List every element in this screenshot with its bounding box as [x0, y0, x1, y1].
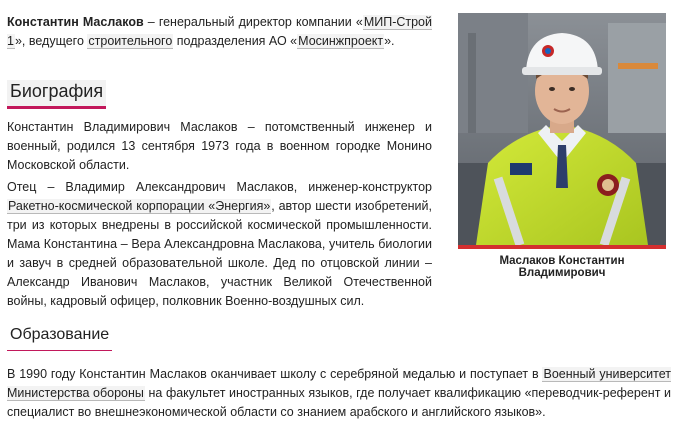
bio-paragraph-2: [7, 178, 432, 311]
person-name: Константин Маслаков: [7, 15, 144, 29]
intro-text: ».: [384, 34, 395, 48]
education-heading: Образование: [7, 324, 112, 351]
portrait-illustration: [458, 13, 666, 245]
edu-text: В 1990 году Константин Маслаков оканчивает школу с серебряной медалью и поступает в: [7, 367, 543, 381]
company-link[interactable]: МИП-Строй 1: [7, 15, 432, 48]
photo-caption: Маслаков Константин Владимирович: [499, 255, 625, 279]
bio-text: Отец – Владимир Александрович Маслаков, инженер-конструктор: [7, 180, 432, 194]
university-link[interactable]: Военный университет Министерства обороны: [7, 367, 671, 400]
intro-text: », ведущего: [14, 34, 88, 48]
bio-text: , автор шести изобретений, три из которых внедрены в российской космической промышленности. Мама Константина – Вера Александровна Маслакова, учитель биологии и завуч в средней образовательной школе. Дед по отцовской линии – Александр Иванович Маслаков, участник Великой Отечественной войны, кадровый офицер, полковник Военно-воздушных сил.: [7, 199, 432, 308]
bio-paragraph-1: Константин Владимирович Маслаков – потомственный инженер и военный, родился 13 сентября 1973 года в военном городке Монино Московской области.: [7, 120, 432, 172]
edu-text: на факультет иностранных языков, где получает квалификацию «переводчик-референт и специалист во внешнеэкономической области со знанием арабского и английского языков».: [7, 386, 671, 419]
education-paragraph: [7, 365, 671, 422]
org-link[interactable]: Мосинжпроект: [298, 34, 384, 48]
intro-text: подразделения АО «: [173, 34, 298, 48]
energia-link[interactable]: Ракетно-космической корпорации «Энергия»: [8, 199, 271, 213]
portrait-photo: [458, 13, 666, 249]
intro-paragraph: [7, 13, 432, 51]
biography-heading: Биография: [7, 80, 106, 109]
construction-link[interactable]: строительного: [88, 34, 173, 48]
intro-text: – генеральный директор компании «: [143, 15, 363, 29]
